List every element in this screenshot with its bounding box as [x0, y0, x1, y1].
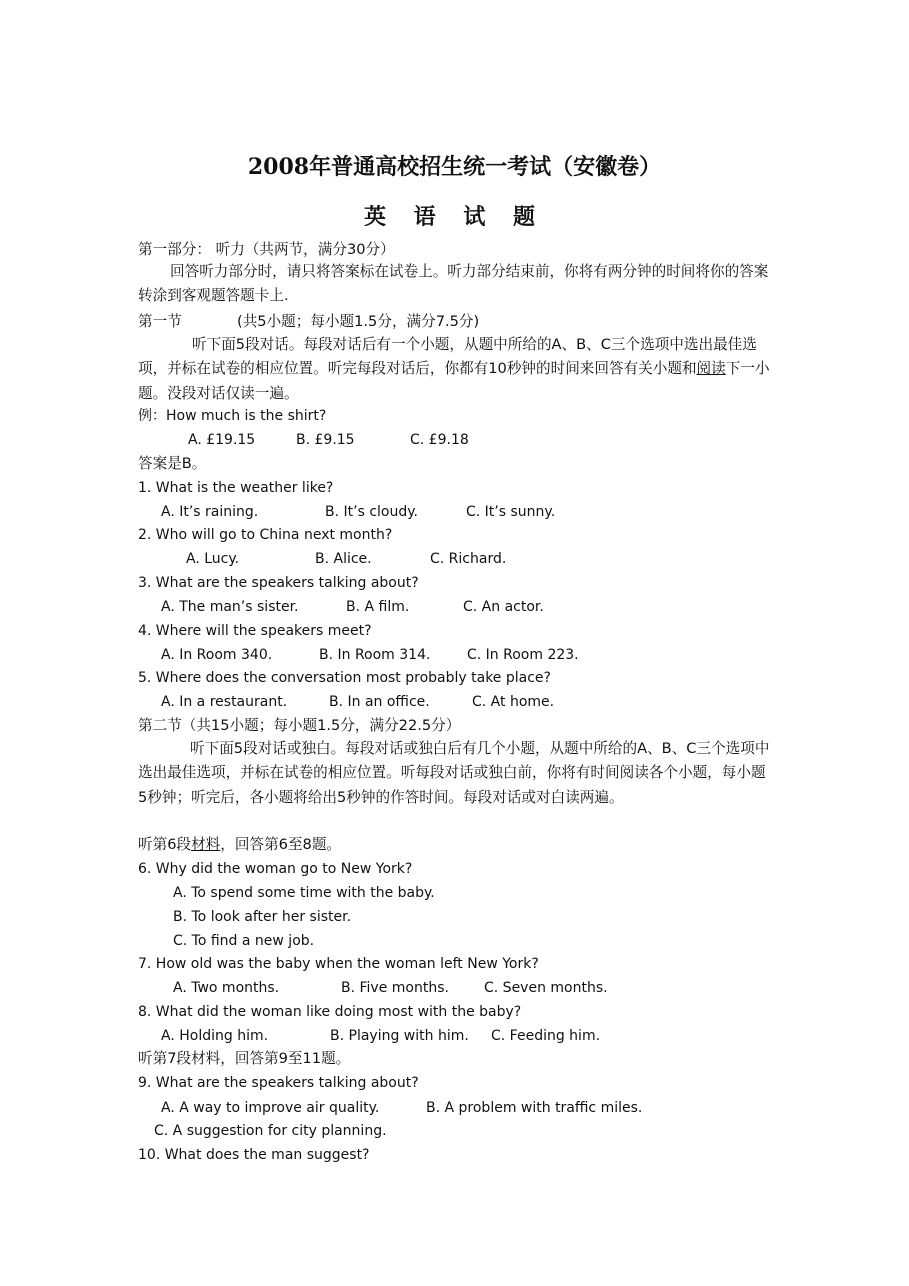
q4-option-c: C. In Room 223.	[467, 647, 579, 663]
q7-option-a: A. Two months.	[173, 980, 280, 996]
q1-option-c: C. It’s sunny.	[466, 504, 556, 520]
exam-subtitle: 英 语 试 题	[364, 204, 545, 230]
section1-intro-text-end: 下一小题。没段对话仅读一遍。	[138, 360, 770, 402]
q3-option-a: A. The man’s sister.	[161, 599, 299, 615]
q1-option-a: A. It’s raining.	[161, 504, 259, 520]
material-7-label: 听第7段材料，回答第9至11题。	[138, 1050, 351, 1067]
q9-option-a: A. A way to improve air quality.	[161, 1100, 380, 1116]
material-6-text: 听第6段	[138, 836, 192, 853]
example-option-b: B. £9.15	[296, 432, 355, 448]
example-question: 例：How much is the shirt?	[138, 408, 327, 424]
question-9: 9. What are the speakers talking about?	[138, 1075, 419, 1091]
section1-intro-underlined: 阅读	[696, 360, 726, 378]
question-1: 1. What is the weather like?	[138, 480, 334, 496]
q4-option-a: A. In Room 340.	[161, 647, 273, 663]
question-6: 6. Why did the woman go to New York?	[138, 861, 413, 877]
question-10: 10. What does the man suggest?	[138, 1147, 370, 1163]
question-8: 8. What did the woman like doing most with the baby?	[138, 1004, 522, 1020]
part1-intro: 回答听力部分时，请只将答案标在试卷上。听力部分结束前，你将有两分钟的时间将你的答案转涂到客观题答题卡上.	[138, 263, 769, 305]
q8-option-a: A. Holding him.	[161, 1028, 269, 1044]
material-6-underlined: 材料	[191, 836, 221, 853]
part1-heading: 第一部分： 听力（共两节，满分30分）	[138, 241, 395, 258]
q4-option-b: B. In Room 314.	[319, 647, 431, 663]
q6-option-c: C. To find a new job.	[173, 933, 315, 949]
q3-option-c: C. An actor.	[463, 599, 544, 615]
q5-option-a: A. In a restaurant.	[161, 694, 288, 710]
q7-option-c: C. Seven months.	[484, 980, 608, 996]
question-2: 2. Who will go to China next month?	[138, 527, 393, 543]
question-7: 7. How old was the baby when the woman left New York?	[138, 956, 539, 972]
section1-label: 第一节	[138, 313, 182, 330]
section1-intro-text: 听下面5段对话。每段对话后有一个小题，从题中所给的A、B、C三个选项中选出最佳选项，并标在试卷的相应位置。听完每段对话后，你都有10秒钟的时间来回答有关小题和	[138, 336, 757, 378]
example-option-c: C. £9.18	[410, 432, 469, 448]
q7-option-b: B. Five months.	[341, 980, 449, 996]
q8-option-b: B. Playing with him.	[330, 1028, 469, 1044]
q5-option-c: C. At home.	[472, 694, 555, 710]
example-answer: 答案是B。	[138, 455, 207, 472]
q2-option-b: B. Alice.	[315, 551, 372, 567]
q9-option-c: C. A suggestion for city planning.	[154, 1123, 387, 1139]
material-6-label	[138, 835, 341, 855]
q1-option-b: B. It’s cloudy.	[325, 504, 418, 520]
section2-heading: 第二节（共15小题；每小题1.5分，满分22.5分）	[138, 717, 461, 734]
q6-option-b: B. To look after her sister.	[173, 909, 352, 925]
section2-intro: 听下面5段对话或独白。每段对话或独白后有几个小题，从题中所给的A、B、C三个选项中选出最佳选项，并标在试卷的相应位置。听每段对话或独白前，你将有时间阅读各个小题，每小题5秒钟；听完后，各小题将给出5秒钟的作答时间。每段对话或对白读两遍。	[138, 740, 770, 806]
section1-intro	[138, 333, 772, 406]
example-option-a: A. £19.15	[188, 432, 256, 448]
question-5: 5. Where does the conversation most probably take place?	[138, 670, 551, 686]
question-3: 3. What are the speakers talking about?	[138, 575, 419, 591]
q3-option-b: B. A film.	[346, 599, 410, 615]
q2-option-a: A. Lucy.	[186, 551, 240, 567]
q9-option-b: B. A problem with traffic miles.	[426, 1100, 643, 1116]
q2-option-c: C. Richard.	[430, 551, 507, 567]
material-6-text-end: ，回答第6至8题。	[220, 836, 342, 853]
section1-meta: (共5小题；每小题1.5分，满分7.5分)	[237, 313, 480, 330]
question-4: 4. Where will the speakers meet?	[138, 623, 372, 639]
q5-option-b: B. In an office.	[329, 694, 430, 710]
exam-title: 2008年普通高校招生统一考试（安徽卷）	[247, 154, 662, 180]
q6-option-a: A. To spend some time with the baby.	[173, 885, 435, 901]
q8-option-c: C. Feeding him.	[491, 1028, 601, 1044]
